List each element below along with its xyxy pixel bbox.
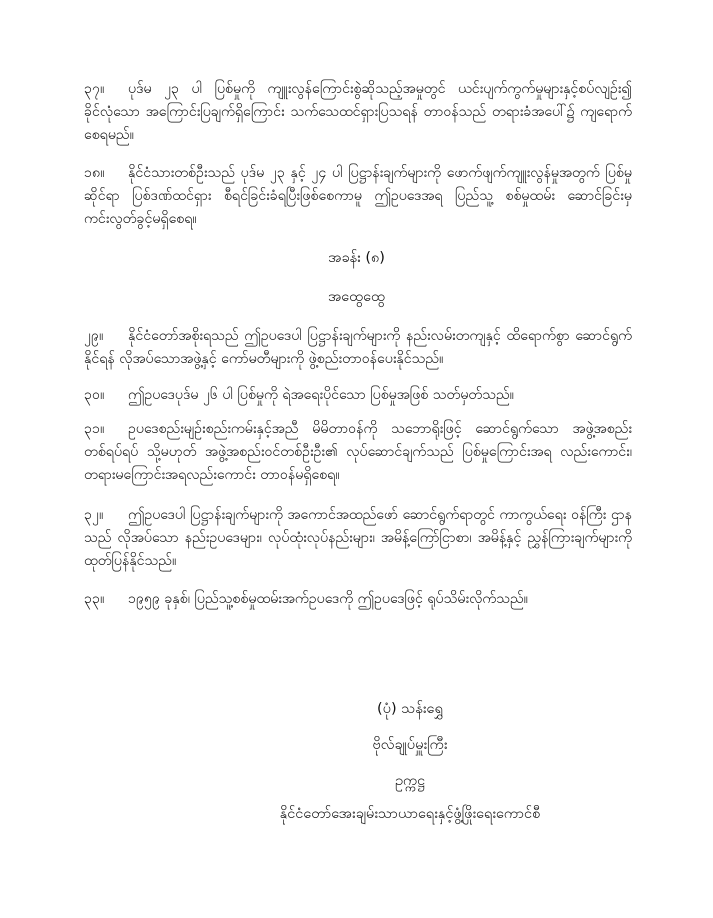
paragraph-number: ၃၇။ [84, 81, 105, 97]
paragraph-29 [84, 325, 632, 371]
paragraph-number: ၃၁။ [84, 421, 105, 437]
paragraph-number: ၃၀။ [84, 387, 105, 403]
paragraph-number: ၁၈။ [84, 165, 105, 181]
signature-rank: ဗိုလ်ချုပ်မှူးကြီး [372, 737, 448, 753]
paragraph-text: ၁၉၅၉ ခုနှစ်၊ ပြည်သူ့စစ်မှုထမ်းအက်ဥပဒေကို ဤဥပဒေဖြင့် ရုပ်သိမ်းလိုက်သည်။ [128, 591, 528, 607]
paragraph-32 [84, 504, 632, 573]
paragraph-33 [84, 588, 632, 611]
signature-signed: (ပုံ) သန်းရွှေ [377, 701, 443, 717]
paragraph-number: ၃၃။ [84, 591, 105, 607]
paragraph-text: နိုင်ငံသားတစ်ဦးသည် ပုဒ်မ ၂၃ နှင့် ၂၄ ပါ ပြဋ္ဌာန်းချက်များကို ဖောက်ဖျက်ကျူးလွန်မှုအတွက် ပြစ်မှုဆိုင်ရာ ပြစ်ဒဏ်ထင်ရှား စီရင်ခြင်းခံရပြီးဖြစ်စေကာမူ ဤဥပဒေအရ ပြည်သူ့ စစ်မှုထမ်း ဆောင်ခြင်းမှ ကင်းလွတ်ခွင့်မရှိစေရ။ [84, 165, 632, 227]
paragraph-number: ၃၂။ [84, 507, 104, 523]
paragraph-text: ဤဥပဒေပါ ပြဋ္ဌာန်းချက်များကို အကောင်အထည်ဖော် ဆောင်ရွက်ရာတွင် ကာကွယ်ရေး ဝန်ကြီး ဌာနသည် လိုအပ်သော နည်းဥပဒေများ၊ လုပ်ထုံးလုပ်နည်းများ၊ အမိန့်ကြော်ငြာစာ၊ အမိန့်နှင့် ညွှန်ကြားချက်များကို ထုတ်ပြန်နိုင်သည်။ [84, 507, 632, 569]
paragraph-31 [84, 418, 632, 487]
chapter-title: အခန်း (၈) [328, 250, 385, 266]
paragraph-30 [84, 384, 632, 407]
signature-organization: နိုင်ငံတော်အေးချမ်းသာယာရေးနှင့်ဖွံ့ဖြိုးရေးကောင်စီ [279, 806, 541, 822]
paragraph-text: ဥပဒေစည်းမျဉ်းစည်းကမ်းနှင့်အညီ မိမိတာဝန်ကို သဘောရိုးဖြင့် ဆောင်ရွက်သော အဖွဲ့အစည်း တစ်ရပ်ရပ် သို့မဟုတ် အဖွဲ့အစည်းဝင်တစ်ဦးဦး၏ လုပ်ဆောင်ချက်သည် ပြစ်မှုကြောင်းအရ လည်းကောင်း၊ တရားမကြောင်းအရလည်းကောင်း တာဝန်မရှိစေရ။ [84, 421, 632, 483]
paragraph-18 [84, 162, 632, 231]
chapter-subtitle: အထွေထွေ [327, 289, 386, 305]
paragraph-number: ၂၉။ [84, 328, 104, 344]
signature-title: ဥက္ကဋ္ဌ [394, 773, 426, 789]
paragraph-text: ပုဒ်မ ၂၃ ပါ ပြစ်မှုကို ကျူးလွန်ကြောင်းစွဲဆိုသည့်အမှုတွင် ယင်းပျက်ကွက်မှုများနှင့်စပ်လျဉ်း၍ ခိုင်လုံသော အကြောင်းပြချက်ရှိကြောင်း သက်သေထင်ရှားပြသရန် တာဝန်သည် တရားခံအပေါ်၌ ကျရောက်စေရမည်။ [84, 81, 632, 143]
paragraph-37 [84, 78, 632, 147]
paragraph-text: နိုင်ငံတော်အစိုးရသည် ဤဥပဒေပါ ပြဋ္ဌာန်းချက်များကို နည်းလမ်းတကျနှင့် ထိရောက်စွာ ဆောင်ရွက်နိုင်ရန် လိုအပ်သောအဖွဲ့နှင့် ကော်မတီများကို ဖွဲ့စည်းတာဝန်ပေးနိုင်သည်။ [84, 328, 632, 367]
paragraph-text: ဤဥပဒေပုဒ်မ ၂၆ ပါ ပြစ်မှုကို ရဲအရေးပိုင်သော ပြစ်မှုအဖြစ် သတ်မှတ်သည်။ [128, 387, 514, 403]
